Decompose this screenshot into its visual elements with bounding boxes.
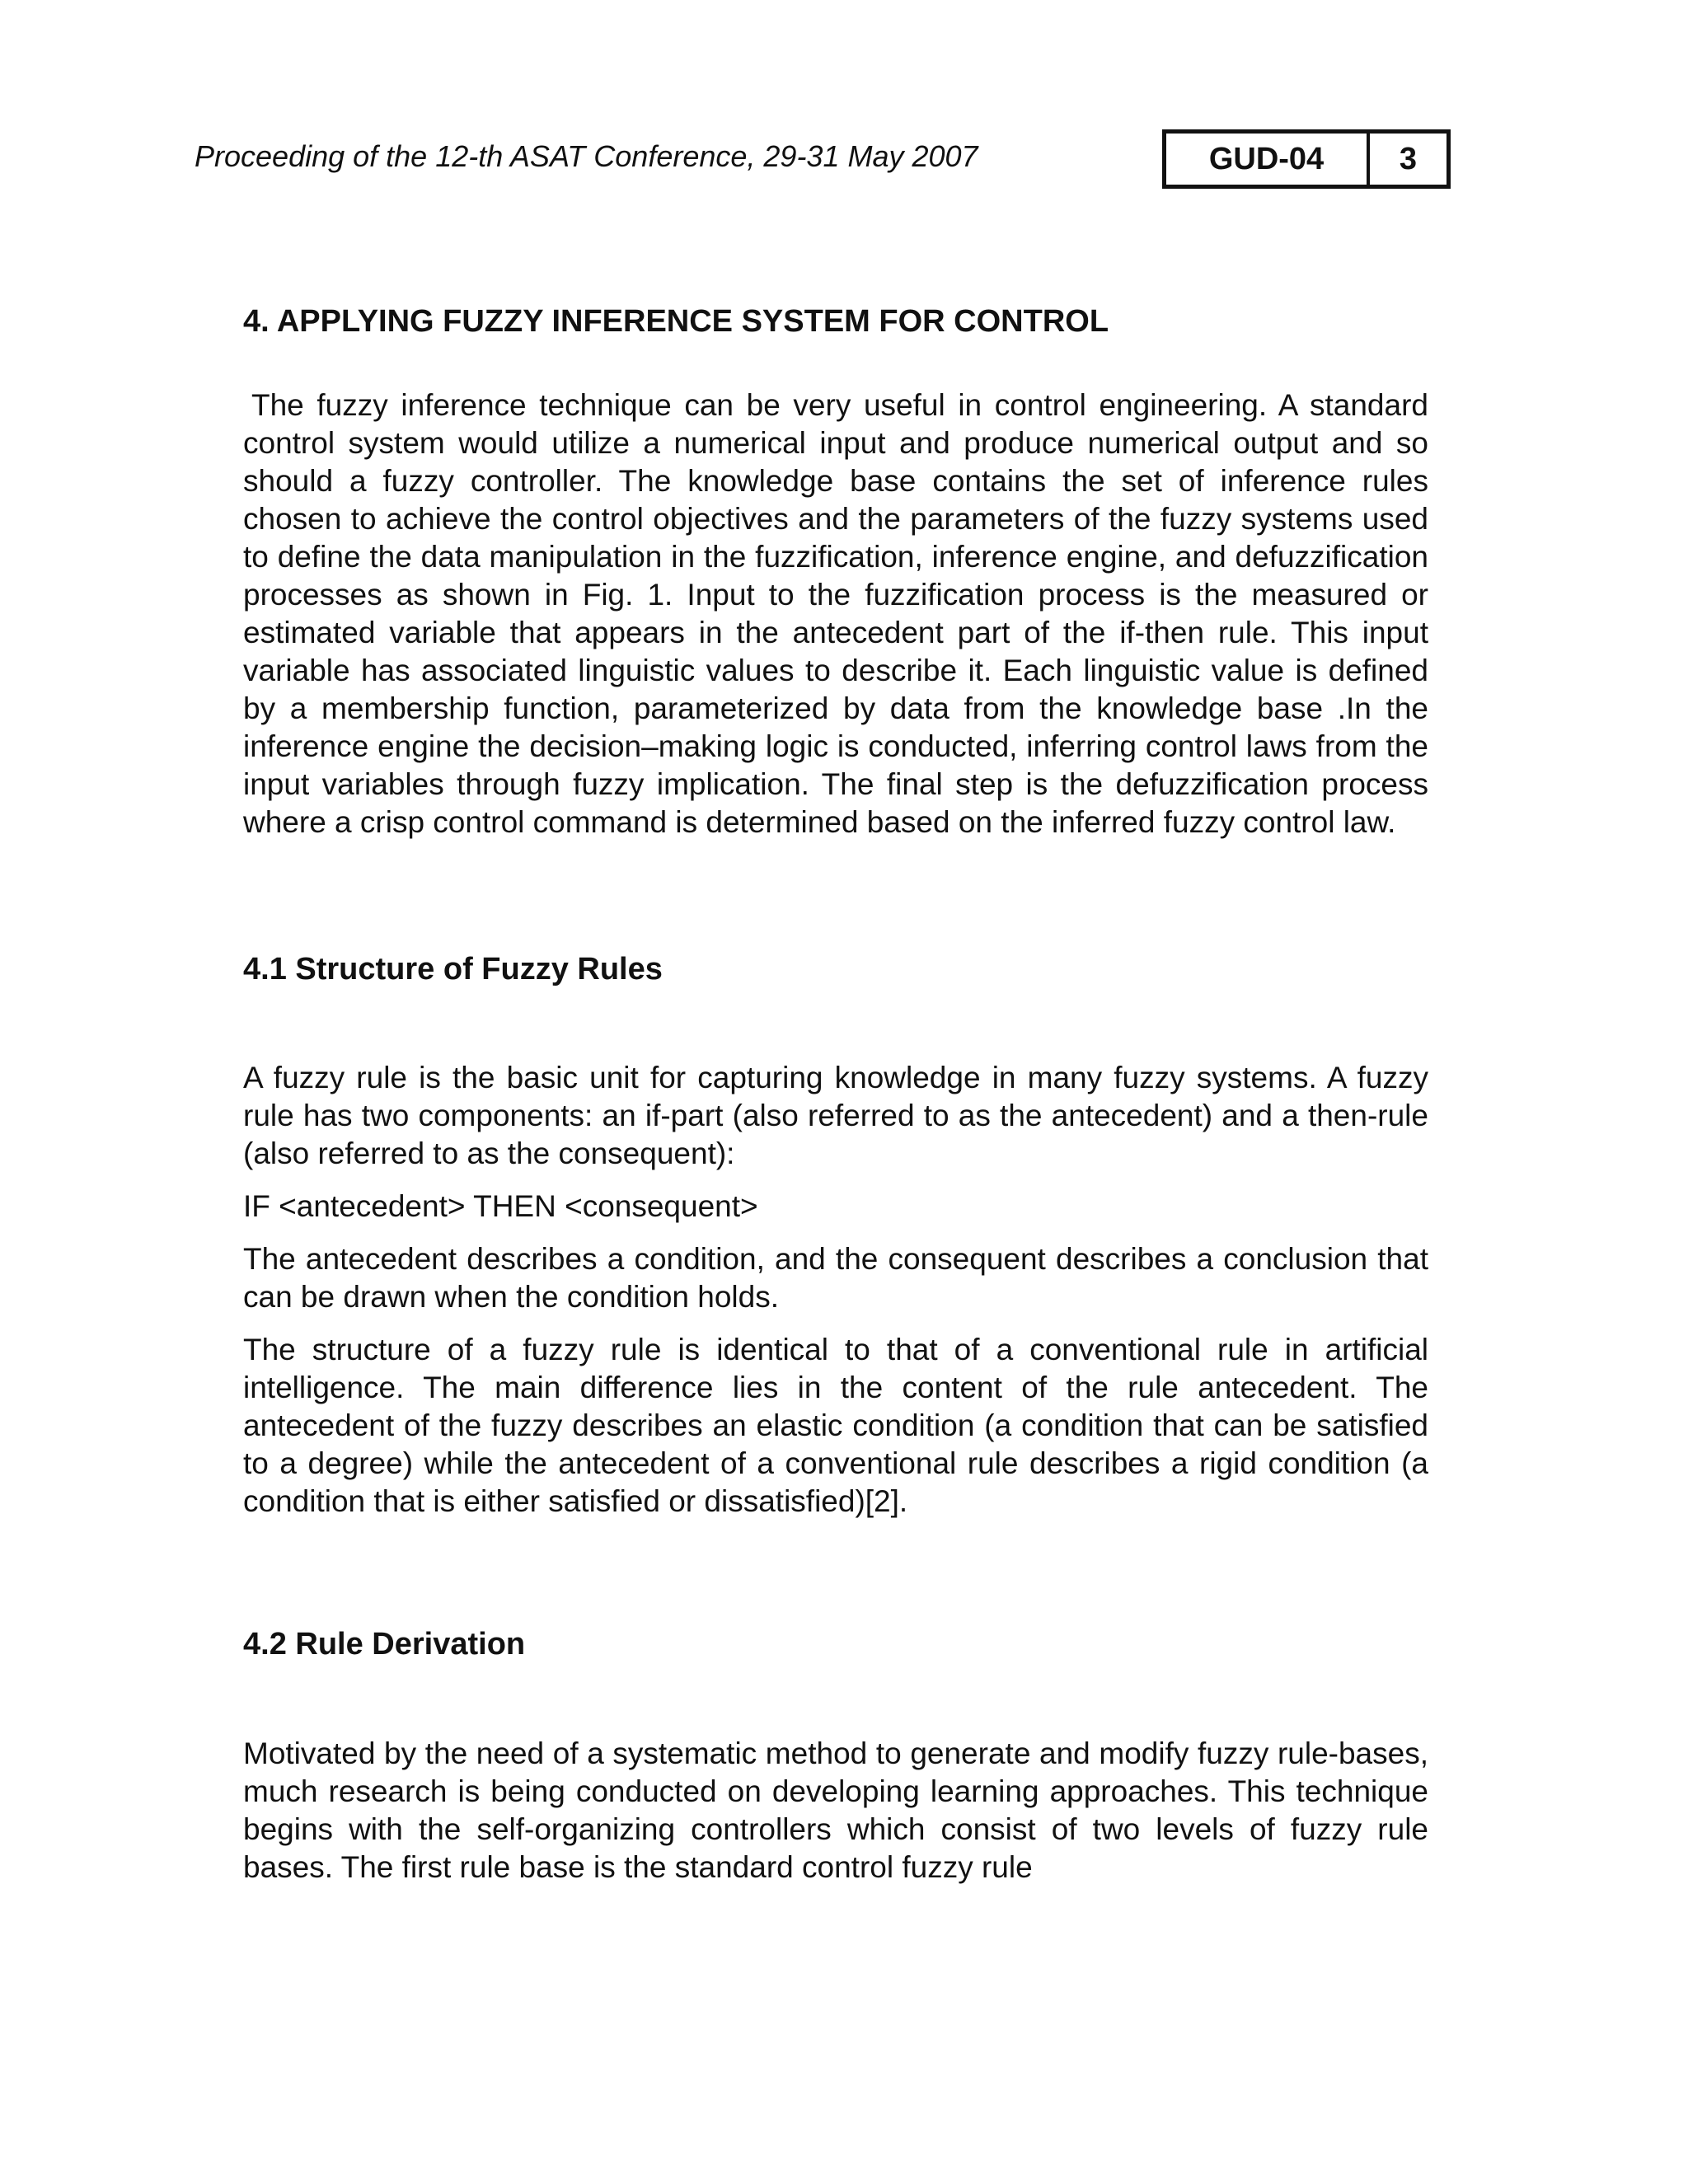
page-body <box>243 303 1428 1886</box>
conference-header: Proceeding of the 12-th ASAT Conference, 29-31 May 2007 <box>195 139 978 173</box>
paper-id-box <box>1162 129 1451 189</box>
rule-form-line: IF <antecedent> THEN <consequent> <box>243 1189 758 1224</box>
section-4-1-paragraph-1: A fuzzy rule is the basic unit for capturing knowledge in many fuzzy systems. A fuzzy rule has two components: an if-part (also referred to as the antecedent) and a then-rule (also referred to as the consequent): <box>243 1061 1428 1171</box>
section-4-1-heading: 4.1 Structure of Fuzzy Rules <box>243 951 663 987</box>
section-4-heading: 4. APPLYING FUZZY INFERENCE SYSTEM FOR CONTROL <box>243 304 1109 339</box>
section-4-1-paragraph-2: The antecedent describes a condition, and the consequent describes a conclusion that can be drawn when the condition holds. <box>243 1242 1428 1315</box>
section-4-2-paragraph: Motivated by the need of a systematic method to generate and modify fuzzy rule-bases, much research is being conducted on developing learning approaches. This technique begins with the self-organizing controllers which consist of two levels of fuzzy rule bases. The first rule base is the standard control fuzzy rule <box>243 1736 1428 1884</box>
paper-code: GUD-04 <box>1166 134 1370 185</box>
section-4-paragraph: The fuzzy inference technique can be very useful in control engineering. A standard control system would utilize a numerical input and produce numerical output and so should a fuzzy controller. The knowledge base contains the set of inference rules chosen to achieve the control objectives and the parameters of the fuzzy systems used to define the data manipulation in the fuzzification, inference engine, and defuzzification processes as shown in Fig. 1. Input to the fuzzification process is the measured or estimated variable that appears in the antecedent part of the if-then rule. This input variable has associated linguistic values to describe it. Each linguistic value is defined by a membership function, parameterized by data from the knowledge base .In the inference engine the decision–making logic is conducted, inferring control laws from the input variables through fuzzy implication. The final step is the defuzzification process where a crisp control command is determined based on the inferred fuzzy control law. <box>243 387 1428 839</box>
page-number: 3 <box>1399 141 1418 176</box>
section-4-1-paragraph-3: The structure of a fuzzy rule is identical to that of a conventional rule in artificial intelligence. The main difference lies in the content of the rule antecedent. The antecedent of the fuzzy describes an elastic condition (a condition that can be satisfied to a degree) while the antecedent of a conventional rule describes a rigid condition (a condition that is either satisfied or dissatisfied)[2]. <box>243 1333 1428 1519</box>
section-4-2-heading: 4.2 Rule Derivation <box>243 1627 526 1662</box>
